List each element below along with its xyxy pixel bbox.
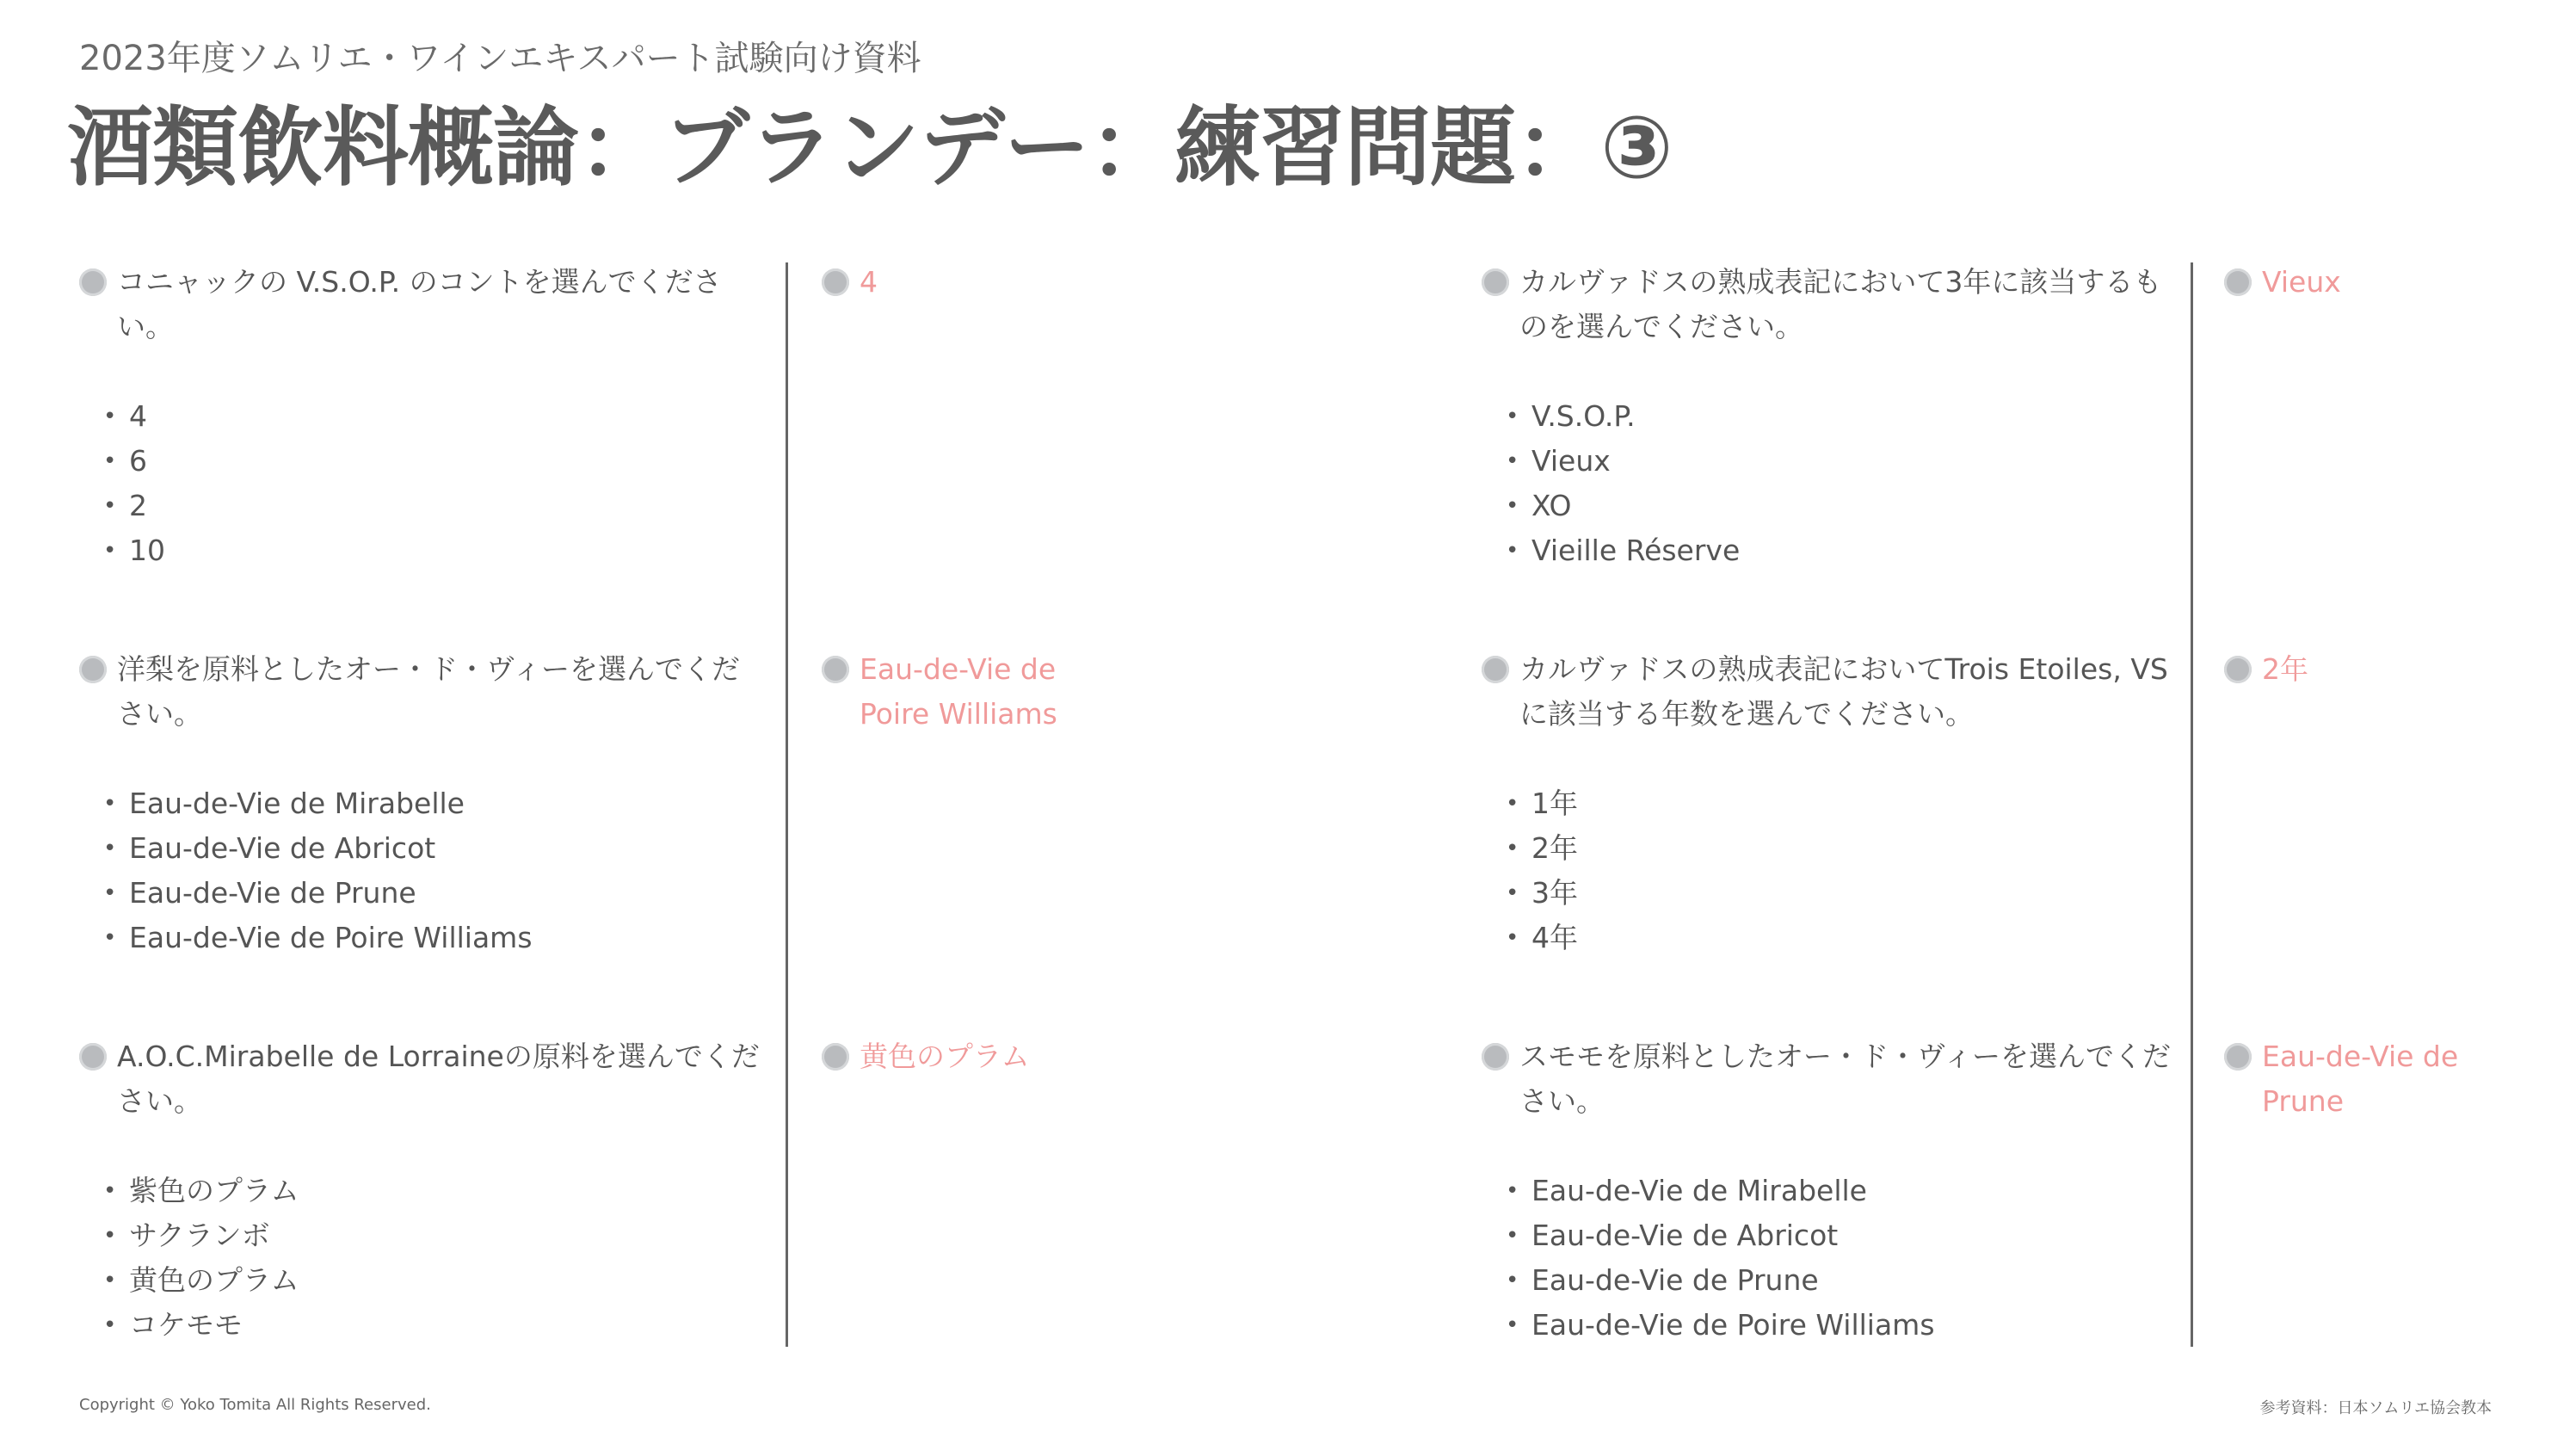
answer-6 [2224, 1034, 2465, 1124]
option-list [1482, 1169, 2174, 1348]
question-label: スモモを原料としたオー・ド・ヴィーを選んでください。 [1519, 1040, 2172, 1118]
question-5 [1482, 647, 2174, 960]
answer-bullet-icon [822, 1043, 849, 1071]
question-4 [1482, 260, 2174, 573]
column-divider-right [2191, 262, 2193, 1347]
question-label: 洋梨を原料としたオー・ド・ヴィーを選んでください。 [117, 652, 741, 731]
option-item: • 1年 [1482, 781, 2174, 826]
question-bullet-icon [79, 656, 107, 683]
option-item: • V.S.O.P. [1482, 394, 2174, 439]
option-item: • コケモモ [79, 1303, 767, 1348]
option-item: • Vieille Réserve [1482, 528, 2174, 573]
option-item: • 4年 [1482, 916, 2174, 960]
question-text [79, 260, 767, 349]
answer-4 [2224, 260, 2508, 305]
answer-bullet-icon [2224, 656, 2252, 683]
answer-bullet-icon [822, 656, 849, 683]
answer-label: 2年 [2262, 652, 2308, 686]
question-label: カルヴァドスの熟成表記においてTrois Etoiles, VSに該当する年数を選んでください。 [1519, 652, 2168, 731]
question-6 [1482, 1034, 2174, 1348]
answer-label: Eau-de-Vie de Poire Williams [860, 652, 1057, 731]
question-2 [79, 647, 767, 960]
question-bullet-icon [79, 1043, 107, 1071]
option-list [1482, 394, 2174, 573]
option-item: • Eau-de-Vie de Prune [79, 871, 767, 916]
answer-2 [822, 647, 1071, 737]
answer-text [822, 647, 1071, 737]
copyright-text: Copyright © Yoko Tomita All Rights Reserved. [79, 1396, 431, 1414]
option-item: • Eau-de-Vie de Abricot [79, 826, 767, 871]
option-item: • 4 [79, 394, 767, 439]
option-item: • 2 [79, 484, 767, 528]
option-list [79, 394, 767, 573]
question-label: A.O.C.Mirabelle de Lorraineの原料を選んでください。 [117, 1040, 760, 1118]
answer-text [2224, 647, 2508, 692]
answer-label: 黄色のプラム [860, 1040, 1030, 1073]
option-item: • 2年 [1482, 826, 2174, 871]
option-item: • XO [1482, 484, 2174, 528]
option-list [1482, 781, 2174, 960]
question-text [79, 1034, 767, 1124]
answer-text [2224, 260, 2508, 305]
question-bullet-icon [1482, 268, 1509, 296]
answer-text [822, 1034, 1166, 1079]
option-list [79, 781, 767, 960]
answer-bullet-icon [822, 268, 849, 296]
option-item: • Eau-de-Vie de Prune [1482, 1258, 2174, 1303]
question-text [1482, 260, 2174, 349]
answer-text [2224, 1034, 2465, 1124]
reference-text: 参考資料：日本ソムリエ協会教本 [2259, 1399, 2492, 1417]
question-3 [79, 1034, 767, 1348]
option-item: • 6 [79, 439, 767, 484]
option-item: • Eau-de-Vie de Mirabelle [1482, 1169, 2174, 1213]
answer-label: Vieux [2262, 265, 2341, 299]
question-bullet-icon [1482, 656, 1509, 683]
column-divider-left [786, 262, 788, 1347]
answer-3 [822, 1034, 1166, 1079]
option-item: • 3年 [1482, 871, 2174, 916]
answer-bullet-icon [2224, 268, 2252, 296]
question-1 [79, 260, 767, 573]
option-item: • サクランボ [79, 1213, 767, 1258]
question-text [1482, 647, 2174, 737]
question-label: コニャックの V.S.O.P. のコントを選んでください。 [117, 265, 722, 343]
answer-label: 4 [860, 265, 878, 299]
answer-bullet-icon [2224, 1043, 2252, 1071]
option-item: • Eau-de-Vie de Poire Williams [79, 916, 767, 960]
question-bullet-icon [1482, 1043, 1509, 1071]
option-item: • 10 [79, 528, 767, 573]
option-item: • Vieux [1482, 439, 2174, 484]
question-bullet-icon [79, 268, 107, 296]
page-subtitle: 2023年度ソムリエ・ワインエキスパート試験向け資料 [79, 39, 921, 78]
answer-5 [2224, 647, 2508, 692]
option-list [79, 1169, 767, 1348]
option-item: • Eau-de-Vie de Poire Williams [1482, 1303, 2174, 1348]
answer-label: Eau-de-Vie de Prune [2262, 1040, 2459, 1118]
option-item: • 紫色のプラム [79, 1169, 767, 1213]
page-title: 酒類飲料概論：ブランデー：練習問題：③ [67, 97, 1673, 198]
answer-text [822, 260, 1080, 305]
option-item: • Eau-de-Vie de Mirabelle [79, 781, 767, 826]
question-text [79, 647, 767, 737]
option-item: • Eau-de-Vie de Abricot [1482, 1213, 2174, 1258]
option-item: • 黄色のプラム [79, 1258, 767, 1303]
answer-1 [822, 260, 1080, 305]
question-text [1482, 1034, 2174, 1124]
question-label: カルヴァドスの熟成表記において3年に該当するものを選んでください。 [1519, 265, 2162, 343]
